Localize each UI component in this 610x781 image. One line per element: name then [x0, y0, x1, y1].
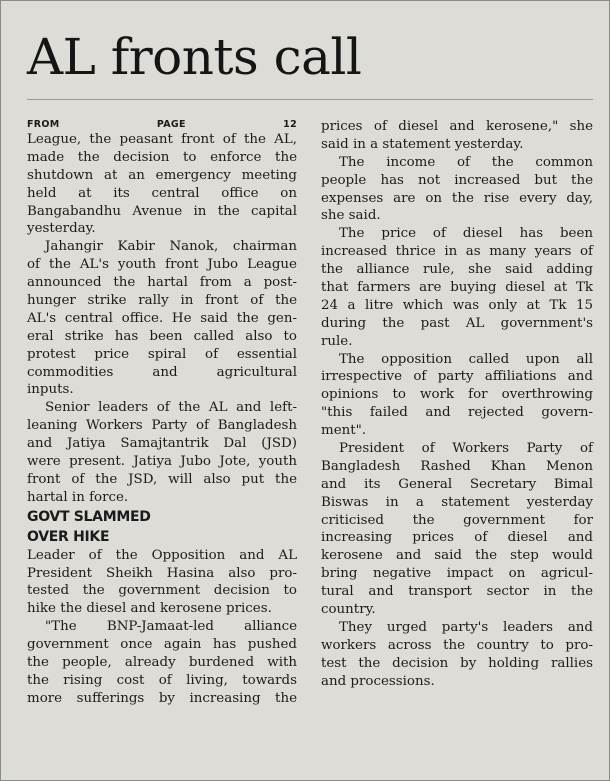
text-line: she said.: [321, 208, 381, 224]
text-line: Senior leaders of the AL and left-: [45, 400, 297, 416]
text-line: AL's central office. He said the gen-: [27, 310, 297, 326]
paragraph: [27, 618, 297, 707]
paragraph: [321, 619, 593, 691]
paragraph: [321, 225, 593, 350]
text-line: Bangabandhu Avenue in the capital: [27, 203, 297, 219]
text-line: President Sheikh Hasina also pro-: [27, 565, 297, 581]
text-line: and its General Secretary Bimal: [321, 476, 593, 492]
text-line: more sufferings by increasing the: [27, 690, 297, 706]
text-line: irrespective of party affiliations and: [321, 369, 593, 385]
text-line: ment".: [321, 423, 367, 439]
text-line: protest price spiral of essential: [27, 346, 297, 362]
paragraph: [321, 118, 593, 154]
text-line: The price of diesel has been: [339, 226, 593, 242]
text-line: "The BNP-Jamaat-led alliance: [45, 619, 297, 635]
text-line: the rising cost of living, towards: [27, 672, 297, 688]
text-line: country.: [321, 602, 376, 618]
text-line: increasing prices of diesel and: [321, 530, 593, 546]
text-line: Leader of the Opposition and AL: [27, 547, 297, 563]
paragraph: [321, 351, 593, 440]
text-line: leaning Workers Party of Bangladesh: [27, 418, 297, 434]
text-line: government once again has pushed: [27, 637, 297, 653]
text-line: the alliance rule, she said adding: [321, 262, 593, 278]
text-line: hartal in force.: [27, 489, 129, 505]
text-line: bring negative impact on agricul-: [321, 566, 593, 582]
text-line: said in a statement yesterday.: [321, 136, 524, 152]
text-line: opinions to work for overthrowing: [321, 387, 593, 403]
text-line: President of Workers Party of: [339, 441, 593, 457]
text-line: announced the hartal from a post-: [27, 275, 297, 291]
text-line: expenses are on the rise every day,: [321, 190, 593, 206]
text-line: shutdown at an emergency meeting: [27, 167, 297, 183]
text-line: tested the government decision to: [27, 583, 297, 599]
headline: AL fronts call: [27, 28, 362, 86]
text-line: workers across the country to pro-: [321, 637, 593, 653]
text-line: "this failed and rejected govern-: [321, 405, 593, 421]
jump-label: FROM PAGE 12: [27, 119, 297, 130]
right-column: [321, 118, 593, 691]
headline-divider: [27, 99, 593, 100]
text-line: tural and transport sector in the: [321, 584, 593, 600]
text-line: the people, already burdened with: [27, 655, 297, 671]
paragraph: [27, 131, 297, 238]
text-line: hike the diesel and kerosene prices.: [27, 601, 272, 617]
text-line: during the past AL government's: [321, 315, 593, 331]
text-line: eral strike has been called also to: [27, 328, 297, 344]
paragraph: [321, 440, 593, 619]
text-line: 24 a litre which was only at Tk 15: [321, 297, 593, 313]
text-line: people has not increased but the: [321, 172, 593, 188]
paragraph: [321, 154, 593, 226]
text-line: and Jatiya Samajtantrik Dal (JSD): [27, 436, 297, 452]
text-line: test the decision by holding rallies: [321, 655, 593, 671]
paragraph: [27, 399, 297, 506]
paragraph: [27, 238, 297, 399]
text-line: criticised the government for: [321, 512, 593, 528]
text-line: Jahangir Kabir Nanok, chairman: [45, 239, 297, 255]
text-line: The income of the common: [339, 154, 593, 170]
text-line: of the AL's youth front Jubo League: [27, 257, 297, 273]
text-line: hunger strike rally in front of the: [27, 293, 297, 309]
text-line: and processions.: [321, 673, 435, 689]
text-line: inputs.: [27, 382, 74, 398]
subhead-line: OVER HIKE: [27, 528, 110, 545]
left-column: [27, 118, 297, 708]
text-line: that farmers are buying diesel at Tk: [321, 280, 593, 296]
text-line: increased thrice in as many years of: [321, 244, 593, 260]
text-line: prices of diesel and kerosene," she: [321, 119, 593, 134]
subhead-line: GOVT SLAMMED: [27, 508, 151, 525]
text-line: rule.: [321, 333, 353, 349]
text-line: were present. Jatiya Jubo Jote, youth: [27, 454, 297, 470]
text-line: The opposition called upon all: [339, 351, 593, 367]
text-line: made the decision to enforce the: [27, 149, 297, 165]
text-line: yesterday.: [27, 221, 96, 237]
text-line: held at its central office on: [27, 185, 297, 201]
text-line: Bangladesh Rashed Khan Menon: [321, 458, 593, 474]
paragraph: [27, 547, 297, 619]
text-line: front of the JSD, will also put the: [27, 471, 297, 487]
text-line: commodities and agricultural: [27, 364, 297, 380]
text-line: kerosene and said the step would: [321, 548, 593, 564]
text-line: Biswas in a statement yesterday: [321, 494, 593, 510]
text-line: League, the peasant front of the AL,: [27, 132, 297, 147]
text-line: They urged party's leaders and: [339, 619, 593, 635]
subhead: [27, 507, 297, 547]
